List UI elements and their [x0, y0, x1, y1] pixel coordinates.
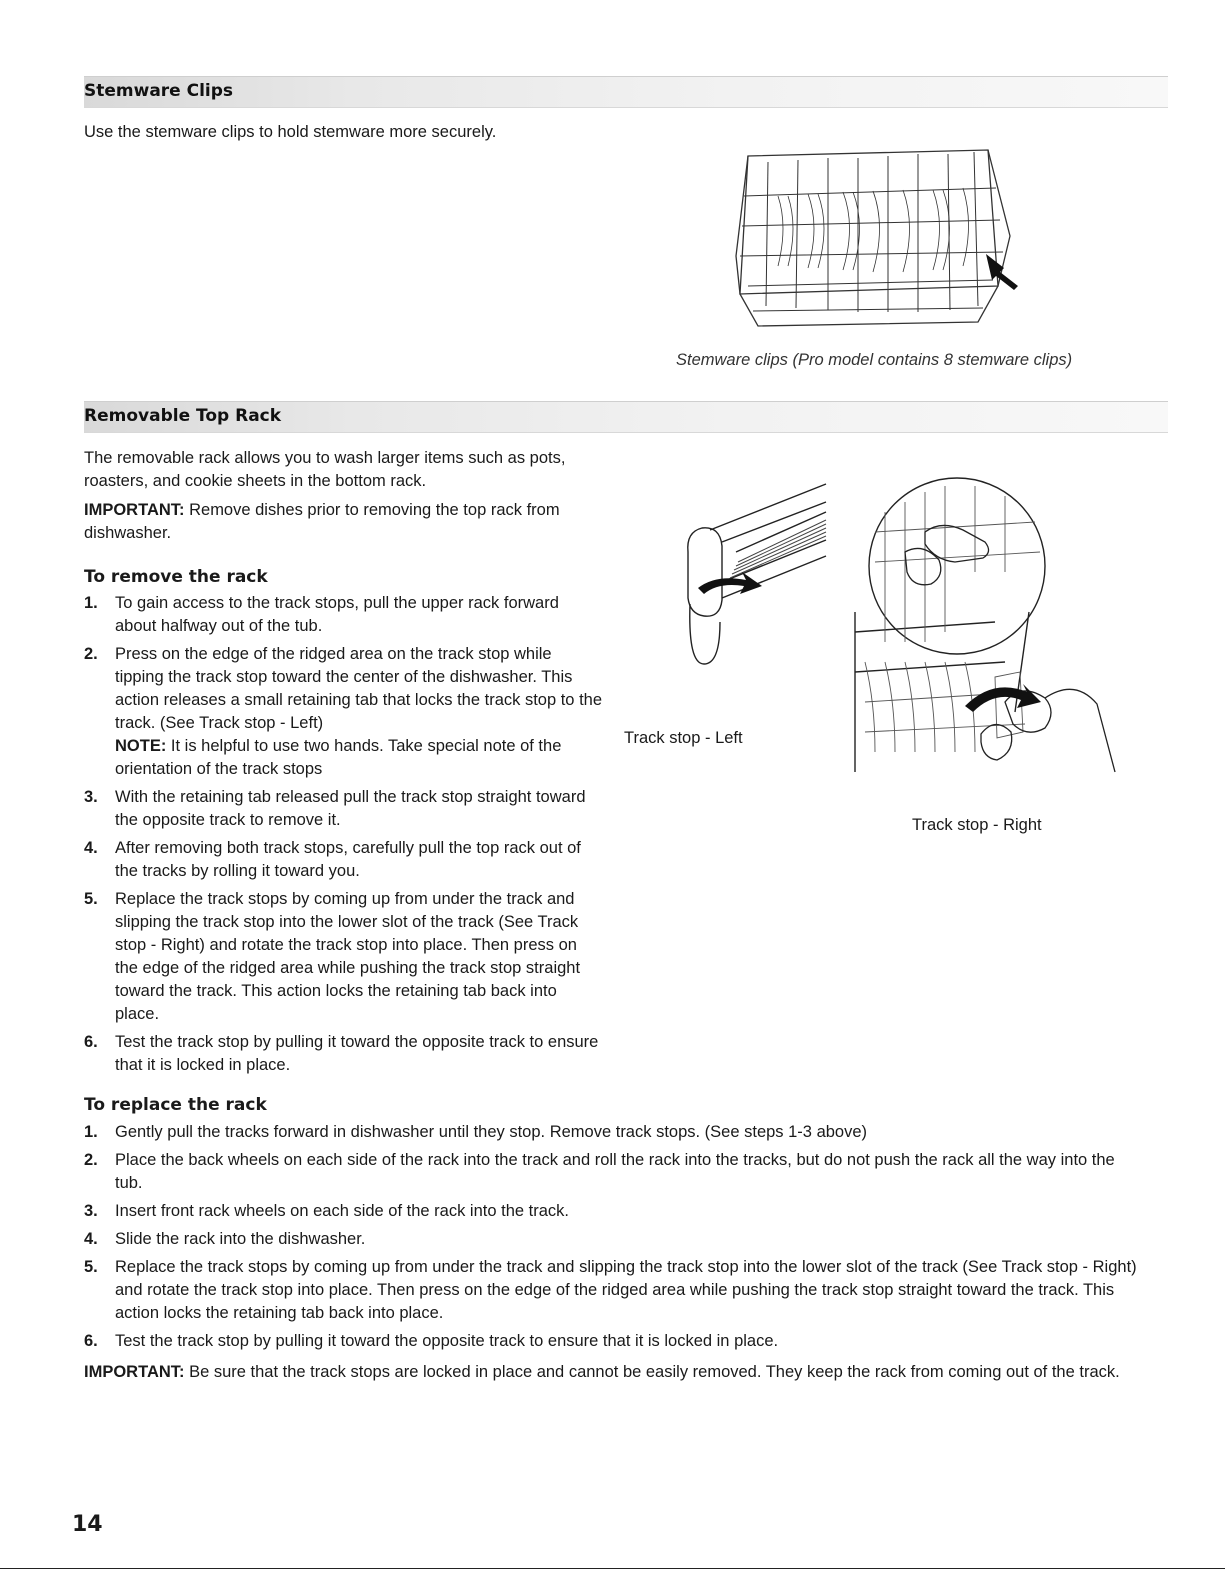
remove-steps-list [84, 592, 604, 1082]
caption-track-stop-left: Track stop - Left [624, 729, 743, 747]
replace-steps-list [84, 1121, 1144, 1358]
removable-intro: The removable rack allows you to wash larger items such as pots, roasters, and cookie sheets in the bottom rack. [84, 449, 566, 490]
section-header-band [84, 76, 1168, 108]
footer-divider [0, 1568, 1225, 1569]
stemware-intro: Use the stemware clips to hold stemware more securely. [84, 123, 497, 141]
list-item: 2. Press on the edge of the ridged area on the track stop while tipping the track stop toward the center of the dishwasher. This action releases a small retaining tab that locks the track stop to the track. (See Track stop - Left) NOTE: It is helpful to use two hands. Take special note of the orientation of the track stops [84, 645, 603, 778]
list-item: 5. Replace the track stops by coming up from under the track and slipping the track stop into the lower slot of the track (See Track stop - Right) and rotate the track stop into place. Then press on the edge of the ridged area while pushing the track stop straight toward the track. This action locks the retaining tab back into place. [84, 890, 581, 1023]
replace-heading: To replace the rack [84, 1095, 267, 1115]
list-item: 6. Test the track stop by pulling it toward the opposite track to ensure that it is locked in place. [84, 1033, 599, 1074]
track-stop-left-illustration [676, 482, 836, 672]
important-label: IMPORTANT: [84, 1363, 185, 1381]
note-label: NOTE: [115, 737, 167, 755]
stemware-caption: Stemware clips (Pro model contains 8 stemware clips) [676, 351, 1073, 369]
important-label: IMPORTANT: [84, 501, 185, 519]
caption-track-stop-right: Track stop - Right [912, 816, 1042, 834]
list-item: 1. Gently pull the tracks forward in dishwasher until they stop. Remove track stops. (See steps 1-3 above) [84, 1123, 868, 1141]
important-note [84, 499, 574, 545]
list-item: 3. With the retaining tab released pull the track stop straight toward the opposite track to remove it. [84, 788, 586, 829]
remove-heading: To remove the rack [84, 567, 268, 587]
stemware-rack-illustration [728, 136, 1038, 336]
list-item: 5. Replace the track stops by coming up from under the track and slipping the track stop into the lower slot of the track (See Track stop - Right) and rotate the track stop into place. Then press on the edge of the ridged area while pushing the track stop straight toward the track. This action locks the retaining tab back into place. [84, 1258, 1137, 1322]
section-title-stemware: Stemware Clips [84, 81, 234, 101]
important-text: Be sure that the track stops are locked in place and cannot be easily removed. They keep the rack from coming out of the track. [184, 1363, 1120, 1381]
list-item: 4. After removing both track stops, carefully pull the top rack out of the tracks by rolling it toward you. [84, 839, 581, 880]
list-item: 1. To gain access to the track stops, pull the upper rack forward about halfway out of the tub. [84, 594, 559, 635]
section-title-removable: Removable Top Rack [84, 406, 282, 426]
list-item: 4. Slide the rack into the dishwasher. [84, 1230, 366, 1248]
list-item: 6. Test the track stop by pulling it toward the opposite track to ensure that it is locked in place. [84, 1332, 779, 1350]
track-stop-right-illustration [845, 472, 1125, 792]
page-number: 14 [72, 1512, 103, 1537]
list-item: 3. Insert front rack wheels on each side of the rack into the track. [84, 1202, 569, 1220]
final-important-note [84, 1361, 1144, 1384]
important-text: Remove dishes prior to removing the top rack from dishwasher. [84, 501, 560, 542]
list-item: 2. Place the back wheels on each side of the rack into the track and roll the rack into the tracks, but do not push the rack all the way into the tub. [84, 1151, 1115, 1192]
